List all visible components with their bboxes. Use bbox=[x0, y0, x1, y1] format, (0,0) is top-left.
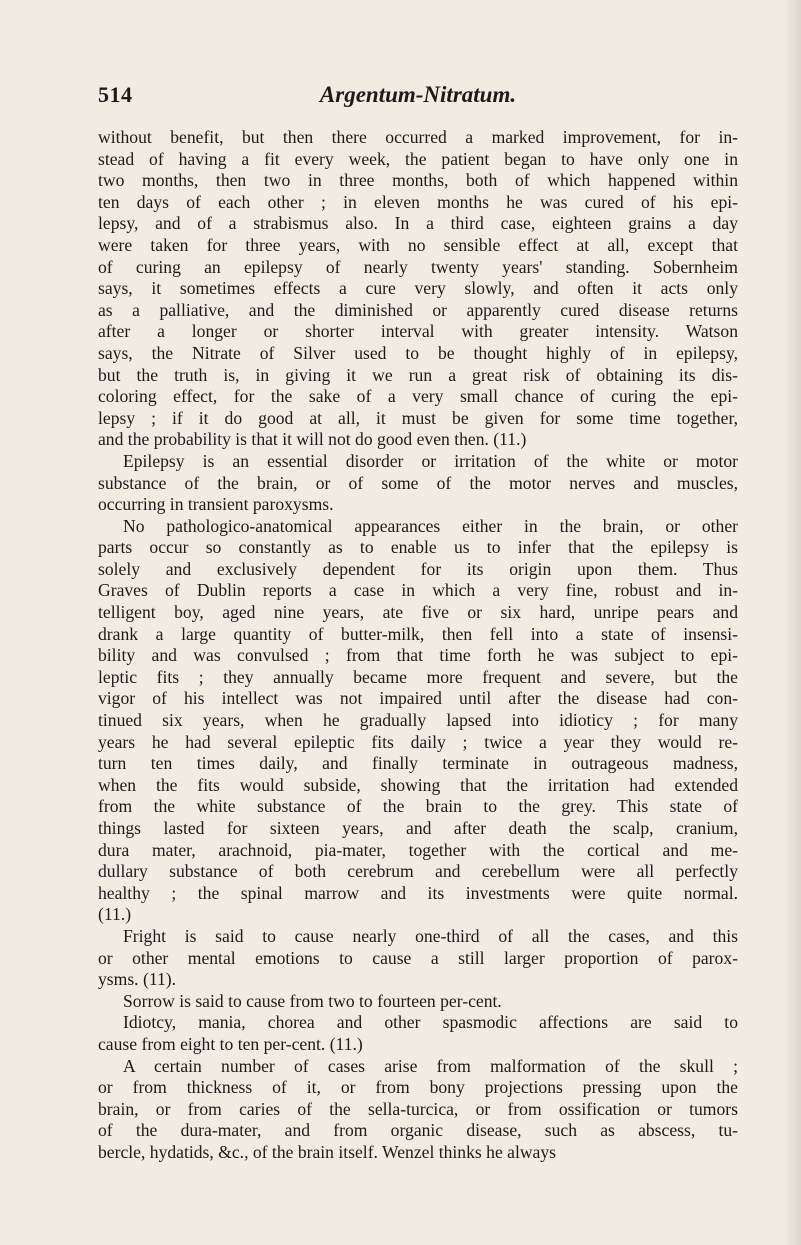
text-line: lepsy ; if it do good at all, it must be given for some time together, bbox=[98, 407, 738, 428]
text-line: bercle, hydatids, &c., of the brain itself. Wenzel thinks he always bbox=[98, 1141, 557, 1162]
text-line: without benefit, but then there occurred a marked improvement, for in- bbox=[98, 127, 738, 147]
text-line: stead of having a fit every week, the patient began to have only one in bbox=[98, 148, 738, 169]
text-line: or from thickness of it, or from bony projections pressing upon the bbox=[98, 1077, 738, 1098]
text-line: or other mental emotions to cause a still larger proportion of parox- bbox=[98, 947, 738, 968]
text-line: ysms. (11). bbox=[98, 969, 177, 990]
text-line: from the white substance of the brain to the grey. This state of bbox=[98, 796, 738, 817]
text-line: ten days of each other ; in eleven months he was cured of his epi- bbox=[98, 191, 738, 212]
text-line: tinued six years, when he gradually lapsed into idioticy ; for many bbox=[98, 710, 738, 731]
text-line: when the fits would subside, showing that the irritation had extended bbox=[98, 774, 738, 795]
text-line: years he had several epileptic fits daily ; twice a year they would re- bbox=[98, 731, 738, 752]
page-header bbox=[98, 82, 738, 114]
text-line: No pathologico-anatomical appearances either in the brain, or other bbox=[123, 515, 738, 536]
text-line: two months, then two in three months, both of which happened within bbox=[98, 170, 738, 191]
text-line: but the truth is, in giving it we run a great risk of obtaining its dis- bbox=[98, 364, 738, 385]
text-line: turn ten times daily, and finally terminate in outrageous madness, bbox=[98, 753, 738, 774]
text-line: Fright is said to cause nearly one-third of all the cases, and this bbox=[123, 925, 738, 946]
text-line: says, the Nitrate of Silver used to be thought highly of in epilepsy, bbox=[98, 342, 738, 363]
paragraph bbox=[98, 991, 738, 1013]
paragraph bbox=[98, 451, 738, 516]
text-line: bility and was convulsed ; from that time forth he was subject to epi- bbox=[98, 645, 738, 666]
text-line: substance of the brain, or of some of the motor nerves and muscles, bbox=[98, 472, 738, 493]
text-line: parts occur so constantly as to enable us to infer that the epilepsy is bbox=[98, 537, 738, 558]
paragraph bbox=[98, 516, 738, 926]
body-text bbox=[98, 127, 738, 1164]
paragraph bbox=[98, 127, 738, 451]
text-line: solely and exclusively dependent for its origin upon them. Thus bbox=[98, 558, 738, 579]
paragraph bbox=[98, 926, 738, 991]
text-line: brain, or from caries of the sella-turcica, or from ossification or tumors bbox=[98, 1098, 738, 1119]
text-line: drank a large quantity of butter-milk, then fell into a state of insensi- bbox=[98, 623, 738, 644]
page-edge-shadow bbox=[783, 0, 801, 1245]
paragraph bbox=[98, 1012, 738, 1055]
text-line: telligent boy, aged nine years, ate five or six hard, unripe pears and bbox=[98, 602, 738, 623]
text-line: Graves of Dublin reports a case in which a very fine, robust and in- bbox=[98, 580, 738, 601]
text-line: Sorrow is said to cause from two to fourteen per-cent. bbox=[123, 990, 502, 1011]
text-line: as a palliative, and the diminished or apparently cured disease returns bbox=[98, 299, 738, 320]
text-line: dullary substance of both cerebrum and cerebellum were all perfectly bbox=[98, 861, 738, 882]
text-line: says, it sometimes effects a cure very slowly, and often it acts only bbox=[98, 278, 738, 299]
text-line: dura mater, arachnoid, pia-mater, together with the cortical and me- bbox=[98, 839, 738, 860]
text-line: of curing an epilepsy of nearly twenty years' standing. Sobernheim bbox=[98, 256, 738, 277]
text-line: leptic fits ; they annually became more frequent and severe, but the bbox=[98, 666, 738, 687]
page-number: 514 bbox=[98, 82, 133, 107]
text-line: lepsy, and of a strabismus also. In a third case, eighteen grains a day bbox=[98, 213, 738, 234]
text-line: coloring effect, for the sake of a very small chance of curing the epi- bbox=[98, 386, 738, 407]
text-line: things lasted for sixteen years, and after death the scalp, cranium, bbox=[98, 818, 738, 838]
text-line: occurring in transient paroxysms. bbox=[98, 494, 334, 515]
text-line: vigor of his intellect was not impaired until after the disease had con- bbox=[98, 688, 738, 709]
text-line: A certain number of cases arise from malformation of the skull ; bbox=[123, 1055, 738, 1076]
text-line: Epilepsy is an essential disorder or irritation of the white or motor bbox=[123, 450, 738, 471]
text-line: of the dura-mater, and from organic disease, such as abscess, tu- bbox=[98, 1120, 738, 1141]
text-line: (11.) bbox=[98, 904, 132, 925]
text-line: and the probability is that it will not do good even then. (11.) bbox=[98, 429, 527, 450]
text-line: healthy ; the spinal marrow and its investments were quite normal. bbox=[98, 882, 738, 903]
paragraph bbox=[98, 1056, 738, 1164]
running-title: Argentum-Nitratum. bbox=[319, 82, 517, 107]
text-line: cause from eight to ten per-cent. (11.) bbox=[98, 1033, 363, 1054]
text-line: Idiotcy, mania, chorea and other spasmodic affections are said to bbox=[123, 1012, 738, 1033]
text-line: after a longer or shorter interval with greater intensity. Watson bbox=[98, 321, 738, 342]
text-line: were taken for three years, with no sensible effect at all, except that bbox=[98, 234, 738, 255]
